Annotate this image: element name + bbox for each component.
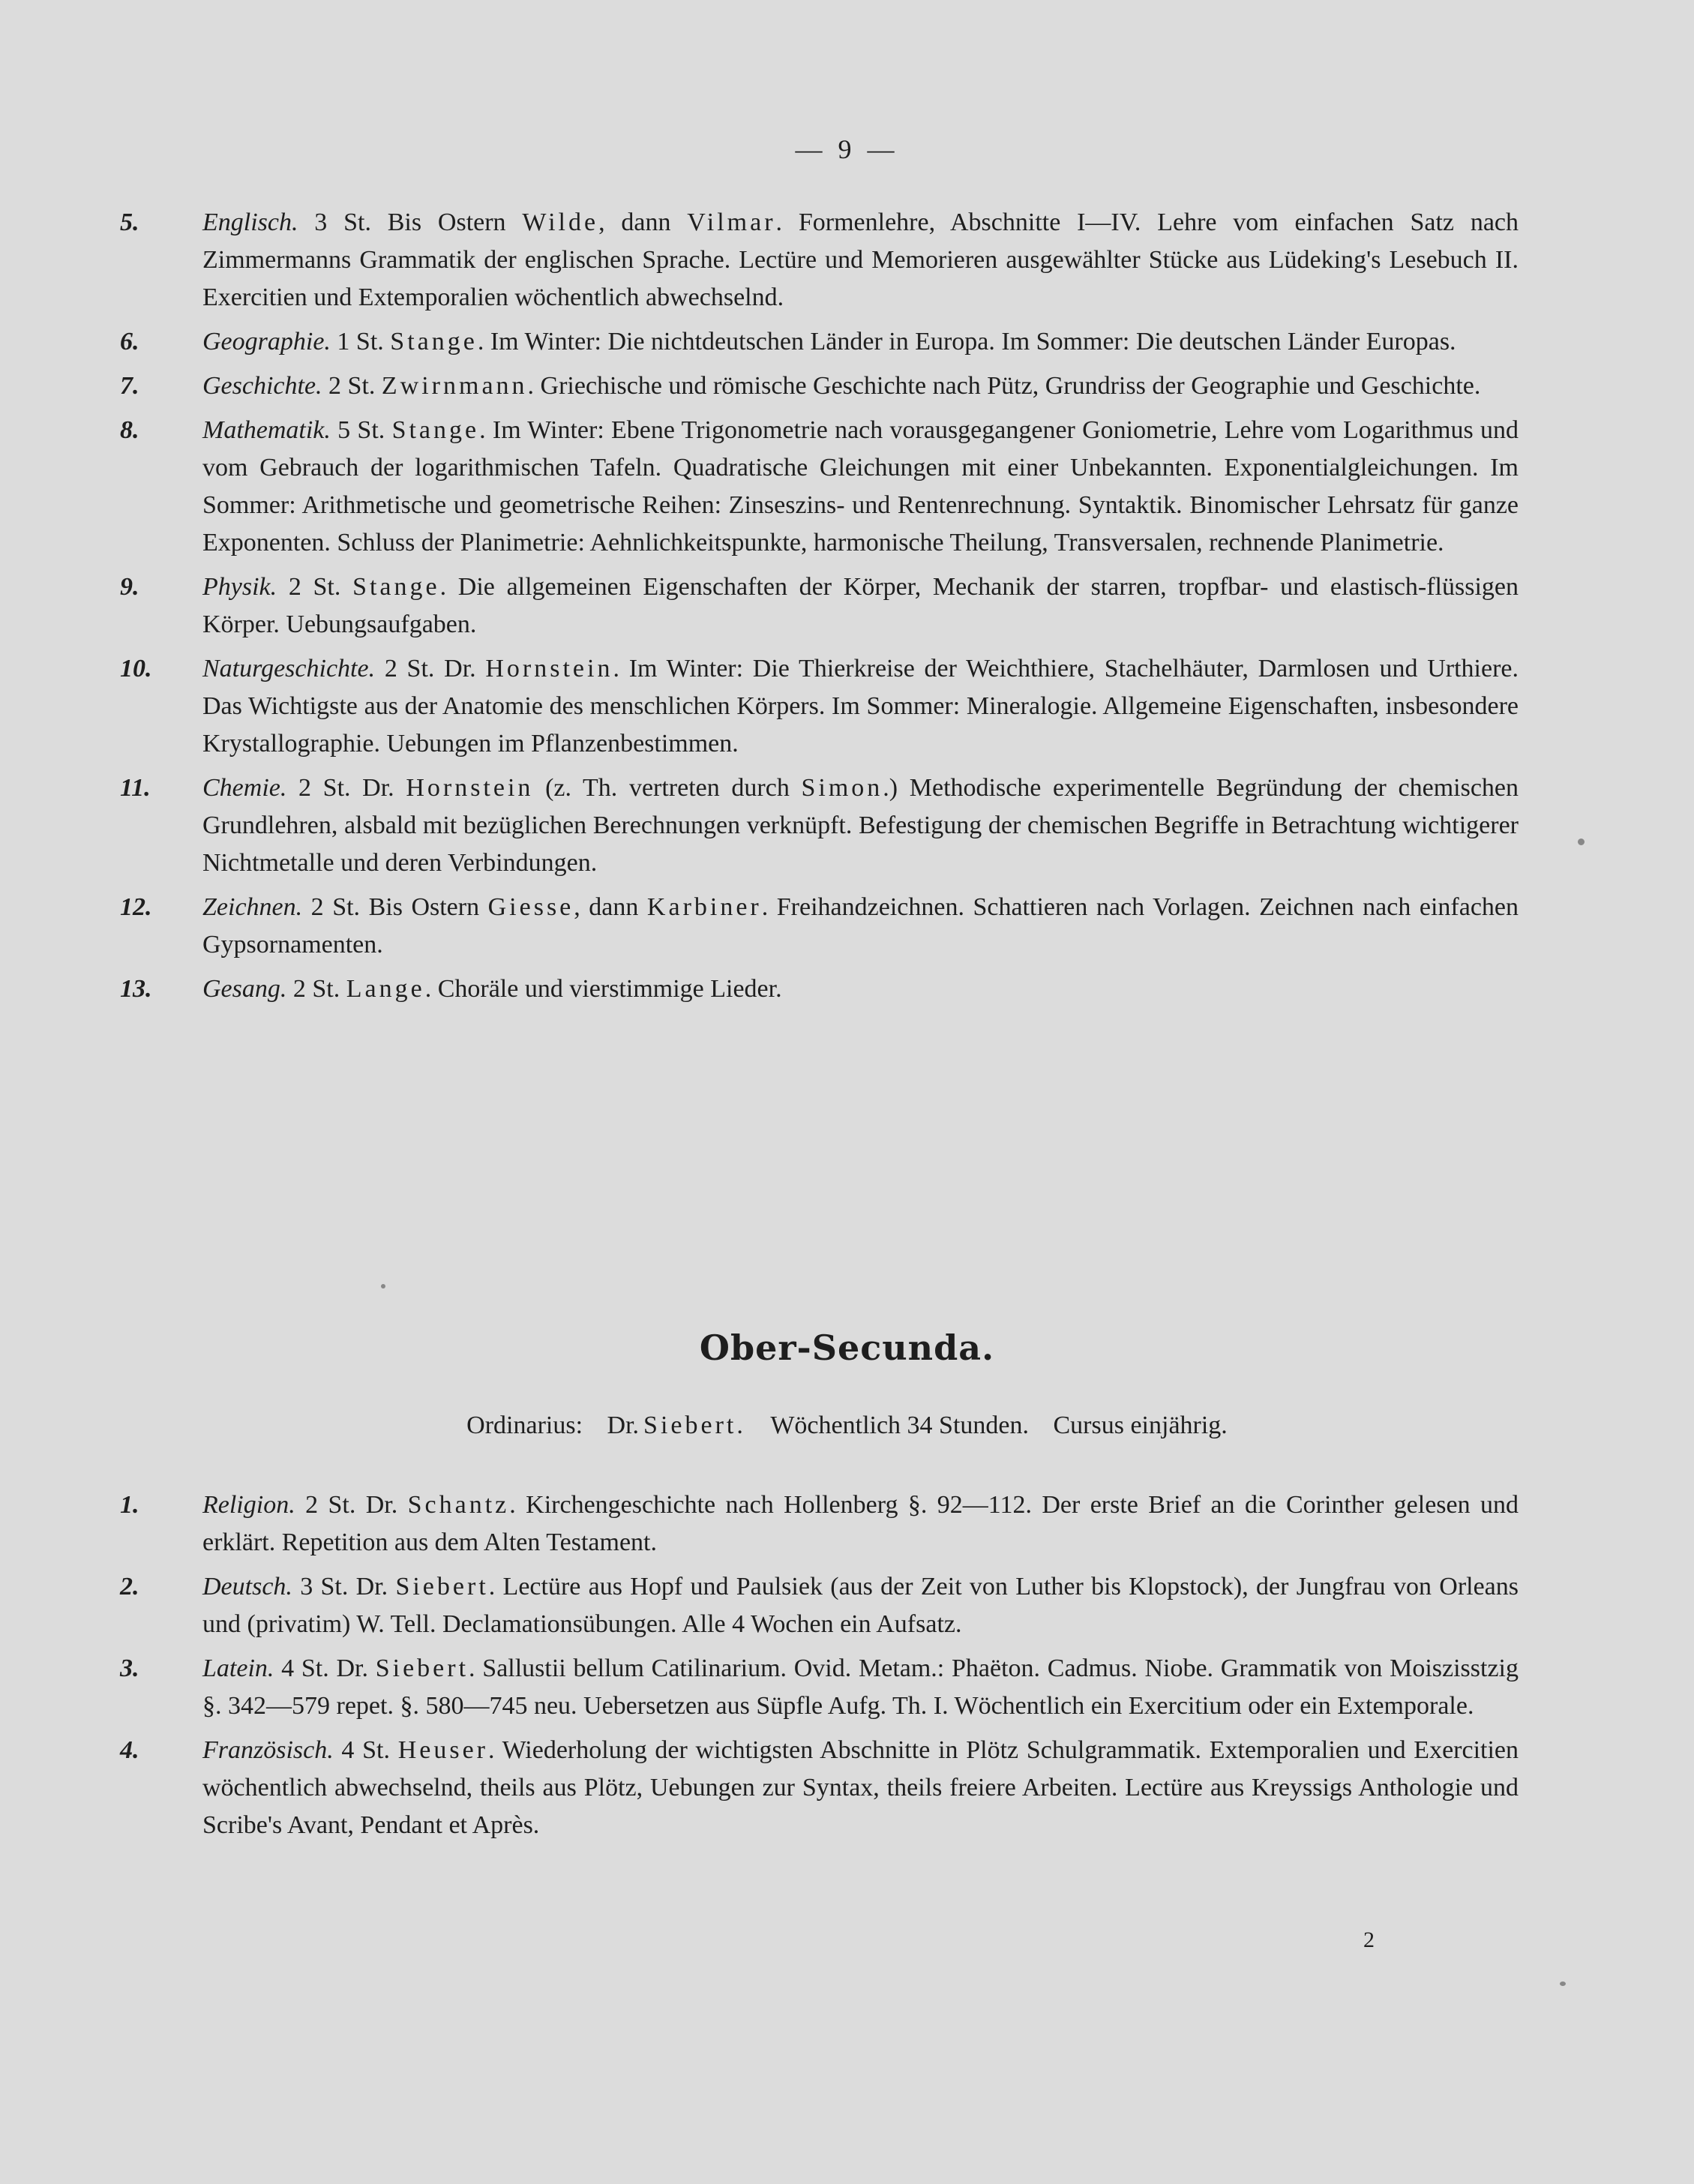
ordinarius-label: Ordinarius:: [466, 1412, 583, 1439]
teacher-name: Zwirnmann: [381, 372, 528, 400]
teacher-name: Stange: [352, 573, 440, 601]
entry-subject: Gesang.: [202, 975, 287, 1003]
entry-text: 2 St.: [322, 372, 382, 400]
teacher-name: Vilmar: [687, 208, 776, 236]
ordinarius-line: [0, 1412, 1694, 1440]
teacher-name: Karbiner: [646, 893, 762, 921]
entry-text: . Freihandzeichnen. Schattieren nach Vorlagen. Zeichnen nach einfachen Gypsornamenten.: [202, 893, 1519, 958]
subject-entry: [120, 1486, 1519, 1562]
section-title: Ober-Secunda.: [699, 1328, 995, 1368]
entry-subject: Zeichnen.: [202, 893, 303, 921]
entry-subject: Geographie.: [202, 328, 331, 356]
entry-text: . Sallustii bellum Catilinarium. Ovid. Metam.: Phaëton. Cadmus. Niobe. Grammatik von Moiszisstzig §. 342—579 repet. §. 580—745 neu. Uebersetzen aus Süpfle Aufg. Th. I. Wöchentlich ein Exercitium oder ein Extemporale.: [202, 1654, 1519, 1720]
entry-number: 11.: [120, 774, 151, 802]
paper-speck: [381, 1284, 385, 1288]
entry-number: 4.: [120, 1736, 139, 1764]
entry-number: 6.: [120, 328, 139, 356]
entry-text: (z. Th. vertreten durch: [533, 774, 802, 802]
paper-speck: [1578, 838, 1585, 845]
entry-subject: Deutsch.: [202, 1573, 292, 1600]
entry-number: 5.: [120, 208, 139, 236]
entry-subject: Französisch.: [202, 1736, 334, 1764]
entry-subject: Geschichte.: [202, 372, 322, 400]
subject-entry: [120, 368, 1519, 405]
teacher-name: Hornstein: [406, 774, 534, 802]
entry-text: . Lectüre aus Hopf und Paulsiek (aus der Zeit von Luther bis Klopstock), der Jungfrau von Orleans und (privatim) W. Tell. Declamationsübungen. Alle 4 Wochen ein Aufsatz.: [202, 1573, 1519, 1638]
subject-entry: [120, 1568, 1519, 1643]
teacher-name: Schantz: [407, 1491, 510, 1519]
entry-text: 4 St. Dr.: [274, 1654, 376, 1682]
entry-text: , dann: [598, 208, 688, 236]
entry-text: 5 St.: [330, 416, 392, 444]
entry-text: .) Methodische experimentelle Begründung der chemischen Grundlehren, alsbald mit bezüglichen Berechnungen verknüpft. Befestigung der chemischen Begriffe in Betrachtung wichtigerer Nichtmetalle und deren Verbindungen.: [202, 774, 1519, 877]
entry-text: . Im Winter: Ebene Trigonometrie nach vorausgegangener Goniometrie, Lehre vom Logarithmus und vom Gebrauch der logarithmischen Tafeln. Quadratische Gleichungen mit einer Unbekannten. Exponentialgleichungen. Im Sommer: Arithmetische und geometrische Reihen: Zinseszins- und Rentenrechnung. Syntaktik. Binomischer Lehrsatz für ganze Exponenten. Schluss der Planimetrie: Aehnlichkeitspunkte, harmonische Theilung, Transversalen, rechnende Planimetrie.: [202, 416, 1519, 556]
ordinarius-teacher: [607, 1412, 746, 1439]
entry-text: . Wiederholung der wichtigsten Abschnitte in Plötz Schulgrammatik. Extemporalien und Exercitien wöchentlich abwechselnd, theils aus Plötz, Uebungen zur Syntax, theils freiere Arbeiten. Lectüre aus Kreyssigs Anthologie und Scribe's Avant, Pendant et Après.: [202, 1736, 1519, 1839]
subject-list-lower-class: [120, 204, 1519, 1015]
entry-subject: Englisch.: [202, 208, 298, 236]
subject-entry: [120, 889, 1519, 964]
subject-entry: [120, 1732, 1519, 1844]
entry-text: . Im Winter: Die Thierkreise der Weichthiere, Stachelhäuter, Darmlosen und Urthiere. Das Wichtigste aus der Anatomie des menschlichen Körpers. Im Sommer: Mineralogie. Allgemeine Eigenschaften, insbesondere Krystallographie. Uebungen im Pflanzenbestimmen.: [202, 655, 1519, 758]
teacher-name: Lange: [346, 975, 425, 1003]
entry-text: 3 St. Dr.: [292, 1573, 396, 1600]
ordinarius-hours: Wöchentlich 34 Stunden.: [770, 1412, 1029, 1439]
subject-entry: [120, 970, 1519, 1008]
ordinarius-teacher-prefix: Dr.: [607, 1412, 640, 1439]
teacher-name: Stange: [390, 328, 478, 356]
entry-number: 1.: [120, 1491, 139, 1519]
subject-entry: [120, 204, 1519, 316]
subject-entry: [120, 412, 1519, 562]
teacher-name: Giesse: [487, 893, 574, 921]
entry-text: 2 St.: [286, 975, 346, 1003]
entry-text: 2 St.: [277, 573, 353, 601]
subject-entry: [120, 1650, 1519, 1725]
teacher-name: Siebert: [375, 1654, 469, 1682]
entry-text: 2 St. Dr.: [295, 1491, 408, 1519]
subject-entry: [120, 650, 1519, 763]
teacher-name: Hornstein: [485, 655, 613, 682]
teacher-name: Stange: [391, 416, 480, 444]
entry-text: . Choräle und vierstimmige Lieder.: [424, 975, 782, 1003]
entry-number: 7.: [120, 372, 139, 400]
entry-number: 12.: [120, 893, 152, 921]
entry-text: . Im Winter: Die nichtdeutschen Länder in Europa. Im Sommer: Die deutschen Länder Europas.: [477, 328, 1456, 356]
entry-text: . Kirchengeschichte nach Hollenberg §. 92—112. Der erste Brief an die Corinther gelesen und erklärt. Repetition aus dem Alten Testament.: [202, 1491, 1519, 1556]
entry-subject: Physik.: [202, 573, 277, 601]
entry-text: . Die allgemeinen Eigenschaften der Körper, Mechanik der starren, tropfbar- und elastisch-flüssigen Körper. Uebungsaufgaben.: [202, 573, 1519, 638]
entry-text: . Formenlehre, Abschnitte I—IV. Lehre vom einfachen Satz nach Zimmermanns Grammatik der englischen Sprache. Lectüre und Memorieren ausgewählter Stücke aus Lüdeking's Lesebuch II. Exercitien und Extemporalien wöchentlich abwechselnd.: [202, 208, 1519, 311]
subject-list-ober-secunda: [120, 1486, 1519, 1851]
entry-text: , dann: [574, 893, 647, 921]
entry-number: 3.: [120, 1654, 139, 1682]
entry-number: 10.: [120, 655, 152, 682]
entry-number: 13.: [120, 975, 152, 1003]
page-number: — 9 —: [795, 134, 899, 164]
teacher-name: Wilde: [522, 208, 599, 236]
ordinarius-course: Cursus einjährig.: [1053, 1412, 1228, 1439]
subject-entry: [120, 568, 1519, 644]
paper-speck: [1560, 1982, 1566, 1986]
entry-text: 3 St. Bis Ostern: [298, 208, 523, 236]
teacher-name: Simon: [801, 774, 883, 802]
entry-subject: Naturgeschichte.: [202, 655, 376, 682]
entry-text: 2 St. Bis Ostern: [302, 893, 488, 921]
entry-number: 9.: [120, 573, 139, 601]
signature-mark: 2: [1363, 1928, 1375, 1952]
entry-number: 2.: [120, 1573, 139, 1600]
entry-subject: Chemie.: [202, 774, 287, 802]
entry-number: 8.: [120, 416, 139, 444]
entry-text: 1 St.: [330, 328, 391, 356]
entry-text: 4 St.: [333, 1736, 398, 1764]
subject-entry: [120, 770, 1519, 882]
entry-text: 2 St. Dr.: [286, 774, 406, 802]
ordinarius-teacher-name: Siebert.: [643, 1412, 746, 1439]
subject-entry: [120, 323, 1519, 361]
entry-subject: Religion.: [202, 1491, 295, 1519]
entry-subject: Latein.: [202, 1654, 274, 1682]
teacher-name: Heuser: [397, 1736, 488, 1764]
entry-text: . Griechische und römische Geschichte nach Pütz, Grundriss der Geographie und Geschichte.: [527, 372, 1481, 400]
teacher-name: Siebert: [395, 1573, 489, 1600]
entry-subject: Mathematik.: [202, 416, 331, 444]
entry-text: 2 St. Dr.: [375, 655, 486, 682]
